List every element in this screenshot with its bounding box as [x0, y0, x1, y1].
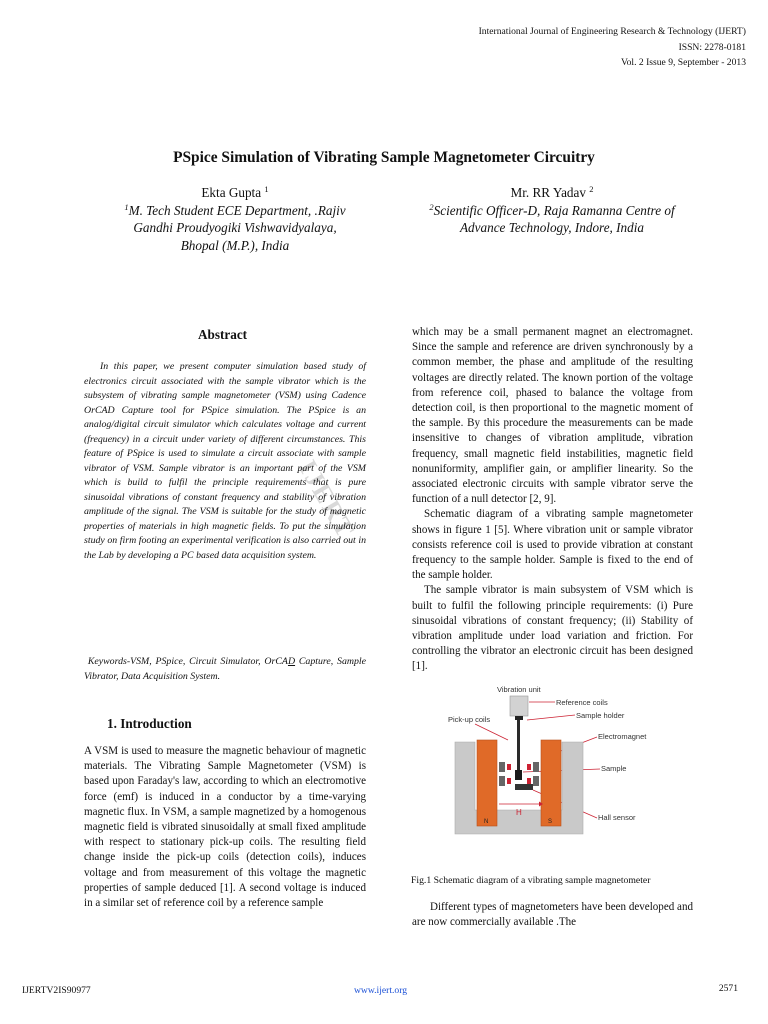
label-hall-sensor: Hall sensor	[598, 813, 636, 822]
hall-sensor	[515, 784, 533, 790]
paper-id: IJERTV2IS90977	[22, 985, 91, 996]
abstract-text: In this paper, we present computer simulation based study of electronics circuit associated with the sample vibrator which is the subsystem of vibrating sample magnetometer (VSM) using Cadence OrCAD Capture tool for PSpice simulation. The PSpice is an analog/digital circuit simulator which calculates voltage and current (frequency) in a circuit under variety of different circumstances. This feature of PSpice is used to simulate a circuit associate with sample vibrator of VSM. Sample vibrator is an important part of the VSM which is build to fulfil the principle requirements that is pure sinusoidal vibrations of constant frequency and stability of vibration amplitude of the signal. The VSM is suitable for the study of magnetic properties of materials in high magnetic fields. To put the simulation study on firm footing an experimental verification is also carried out in the Lab by developing a PC based data acquisition system.	[84, 361, 366, 561]
watermark: IJERT	[292, 455, 361, 544]
paragraph: Different types of magnetometers have been developed and are now commercially available .The	[412, 901, 693, 929]
label-sample-holder: Sample holder	[576, 711, 625, 720]
author-affiliation: $^2$Scientific Officer-D, Raja Ramanna Centre of Advance Technology, Indore, India	[429, 201, 675, 235]
label-vibration-unit: Vibration unit	[497, 685, 541, 694]
vsm-schematic-figure	[415, 684, 689, 864]
author-block-2	[404, 184, 700, 237]
author-block-1	[92, 184, 378, 254]
paragraph: which may be a small permanent magnet an electromagnet. Since the sample and reference are driven synchronously by a common member, the phase and amplitude of the resulting voltages are directly related. The known portion of the voltage from reference coil, phased to balance the voltage from detection coil, is then proportional to the magnetic moment of the sample. By this procedure the measurements can be made insensitive to changes of vibration amplitude, vibration frequency, small magnetic field instabilities, magnetic field nonuniformity, amplifier gain, or amplifier linearity. So the associated electronic circuits with sample vibrator serve the function of a null detector [2, 9].	[412, 326, 693, 506]
pole-piece-s	[541, 740, 561, 826]
volume-issue: Vol. 2 Issue 9, September - 2013	[620, 57, 746, 68]
journal-name: International Journal of Engineering Research & Technology (IJERT)	[478, 26, 746, 37]
intro-text: A VSM is used to measure the magnetic behaviour of magnetic materials. The Vibrating Sample Magnetometer (VSM) is based upon Faraday's law, according to which an electromotive force (emf) is induced in a conductor by a time-varying magnetic flux. In VSM, a sample magnetized by a homogenous magnetic field is vibrated sinusoidally at small fixed amplitude with respect to stationary pick-up coils. The resulting field change inside the pick-up coils (detection coils), induces voltage and from measurement of this voltage the magnetic properties of sample deduced [1]. A second voltage is induced in a similar set of reference coil by a reference sample	[84, 745, 366, 910]
author-name: Ekta Gupta $^1$	[201, 184, 269, 200]
paragraph: Schematic diagram of a vibrating sample magnetometer shows in figure 1 [5]. Where vibration unit or sample vibrator consists reference coil is used to provide vibration at constant frequency to the sample holder. Sample is fixed to the end of the sample holder.	[412, 508, 693, 582]
right-column-end-text	[412, 900, 693, 930]
right-column-text	[412, 325, 693, 675]
issn: ISSN: 2278-0181	[678, 41, 746, 53]
label-h: H	[516, 808, 522, 817]
keywords: Keywords-VSM, PSpice, Circuit Simulator, OrCAD Capture, Sample Vibrator, Data Acquisition System.	[84, 656, 367, 682]
label-sample: Sample	[601, 764, 627, 773]
label-reference-coils: Reference coils	[556, 698, 608, 707]
section-heading-introduction: 1. Introduction	[107, 716, 192, 731]
abstract-heading: Abstract	[198, 327, 248, 342]
label-n: N	[484, 819, 489, 825]
label-pickup-coils: Pick-up coils	[448, 715, 491, 724]
author-affiliation: $^1$M. Tech Student ECE Department, .Rajiv Gandhi Proudyogiki Vishwavidyalaya, Bhopal (M.P.), India	[124, 201, 346, 253]
vibration-unit-box	[510, 696, 528, 716]
pole-piece-n	[477, 740, 497, 826]
label-s: S	[548, 819, 553, 825]
website-link[interactable]: www.ijert.org	[354, 985, 408, 996]
journal-header	[386, 24, 746, 71]
sample	[515, 770, 522, 780]
figure-caption: Fig.1 Schematic diagram of a vibrating sample magnetometer	[411, 875, 651, 886]
author-name: Mr. RR Yadav $^2$	[510, 184, 594, 200]
paper-title: PSpice Simulation of Vibrating Sample Magnetometer Circuitry	[173, 149, 595, 166]
paragraph: The sample vibrator is main subsystem of VSM which is built to fulfil the following principle requirements: (i) Pure sinusoidal vibrations of constant frequency; (ii) Stability of vibration amplitude under load variation and friction. For controlling the vibrator an electronic circuit has been designed [1].	[412, 584, 693, 673]
label-electromagnet: Electromagnet	[598, 732, 647, 741]
page-number: 2571	[718, 983, 738, 994]
